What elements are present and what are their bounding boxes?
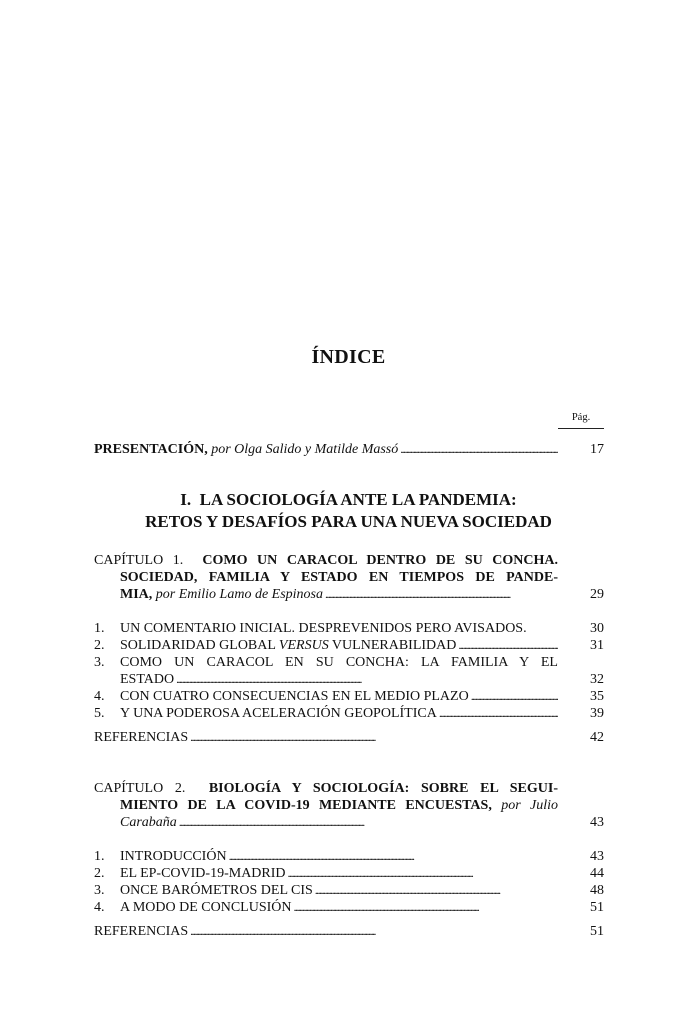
toc-entry-1-3[interactable] — [120, 671, 604, 688]
page-column-rule — [558, 428, 604, 429]
item-number: 4. — [94, 689, 105, 704]
dot-leader — [288, 865, 558, 882]
chapter2-author-b: Carabaña — [120, 815, 177, 830]
chapter1-title-line3: MIA, — [120, 587, 153, 602]
page-number: 32 — [590, 672, 604, 687]
page-number: 39 — [590, 706, 604, 721]
item-text: Y UNA PODEROSA ACELERACIÓN GEOPOLÍTICA — [120, 706, 437, 721]
item-text-c: VULNERABILIDAD — [328, 638, 457, 653]
chapter2-heading-line2 — [120, 797, 558, 814]
toc-entry-1-3-line1[interactable] — [94, 654, 558, 671]
item-number: 3. — [94, 655, 105, 670]
page-column-label: Pág. — [571, 412, 591, 423]
toc-entry-1-2[interactable] — [94, 637, 604, 654]
section-heading-line2: RETOS Y DESAFÍOS PARA UNA NUEVA SOCIEDAD — [145, 512, 552, 531]
references-label: REFERENCIAS — [94, 730, 189, 745]
dot-leader — [439, 705, 558, 722]
page-number: 30 — [590, 621, 604, 636]
item-text: ONCE BARÓMETROS DEL CIS — [120, 883, 313, 898]
toc-entry-presentacion[interactable] — [94, 441, 604, 458]
item-text: A MODO DE CONCLUSIÓN — [120, 900, 292, 915]
dot-leader — [458, 637, 558, 654]
item-number: 2. — [94, 638, 105, 653]
page-number: 35 — [590, 689, 604, 704]
chapter1-prefix: CAPÍTULO 1. — [94, 553, 184, 568]
item-text-b: VERSUS — [278, 638, 329, 653]
presentacion-label: PRESENTACIÓN, — [94, 442, 208, 457]
chapter2-prefix: CAPÍTULO 2. — [94, 781, 186, 796]
chapter2-title-line2: MIENTO DE LA COVID-19 MEDIANTE ENCUESTAS, — [120, 798, 492, 813]
item-text: INTRODUCCIÓN — [120, 849, 227, 864]
toc-entry-2-refs[interactable] — [94, 923, 604, 940]
page-title: ÍNDICE — [311, 346, 386, 368]
page-number: 44 — [590, 866, 604, 881]
page-number: 51 — [590, 924, 604, 939]
chapter1-title-line2: SOCIEDAD, FAMILIA Y ESTADO EN TIEMPOS DE PANDE- — [120, 570, 558, 585]
page-number: 42 — [590, 730, 604, 745]
dot-leader — [325, 586, 558, 603]
chapter2-title-line1: BIOLOGÍA Y SOCIOLOGÍA: SOBRE EL SEGUI- — [208, 781, 558, 796]
toc-entry-1-1[interactable] — [94, 620, 604, 637]
presentacion-authors: por Olga Salido y Matilde Massó — [211, 442, 399, 457]
item-text-cont: ESTADO — [120, 672, 175, 687]
item-text: CON CUATRO CONSECUENCIAS EN EL MEDIO PLAZO — [120, 689, 469, 704]
page-number: 17 — [590, 442, 604, 457]
toc-entry-1-4[interactable] — [94, 688, 604, 705]
toc-entry-chapter2[interactable] — [120, 814, 604, 831]
toc-entry-2-1[interactable] — [94, 848, 604, 865]
page-number: 51 — [590, 900, 604, 915]
item-number: 5. — [94, 706, 105, 721]
chapter2-heading-line1[interactable] — [94, 780, 558, 797]
dot-leader — [400, 441, 558, 458]
page-number: 48 — [590, 883, 604, 898]
chapter1-title-line1: COMO UN CARACOL DENTRO DE SU CONCHA. — [202, 553, 558, 568]
item-text-a: SOLIDARIDAD GLOBAL — [120, 638, 279, 653]
page-number: 31 — [590, 638, 604, 653]
toc-entry-2-2[interactable] — [94, 865, 604, 882]
dot-leader — [179, 814, 558, 831]
toc-entry-chapter1[interactable] — [120, 586, 604, 603]
item-number: 3. — [94, 883, 105, 898]
dot-leader — [176, 671, 558, 688]
dot-leader — [229, 848, 558, 865]
item-text: EL EP-COVID-19-MADRID — [120, 866, 286, 881]
page-number: 29 — [590, 587, 604, 602]
dot-leader — [471, 688, 558, 705]
dot-leader — [294, 899, 558, 916]
toc-entry-2-3[interactable] — [94, 882, 604, 899]
references-label: REFERENCIAS — [94, 924, 189, 939]
item-number: 1. — [94, 849, 105, 864]
item-number: 2. — [94, 866, 105, 881]
dot-leader — [315, 882, 558, 899]
chapter1-author: por Emilio Lamo de Espinosa — [155, 587, 324, 602]
page-number: 43 — [590, 849, 604, 864]
toc-entry-1-5[interactable] — [94, 705, 604, 722]
page-number: 43 — [590, 815, 604, 830]
item-text: UN COMENTARIO INICIAL. DESPREVENIDOS PERO AVISADOS. — [120, 621, 527, 636]
item-text: COMO UN CARACOL EN SU CONCHA: LA FAMILIA Y EL — [120, 655, 558, 670]
dot-leader — [190, 923, 558, 940]
section-heading-line1: I. LA SOCIOLOGÍA ANTE LA PANDEMIA: — [180, 490, 517, 509]
toc-entry-2-4[interactable] — [94, 899, 604, 916]
chapter1-heading-line1[interactable] — [94, 552, 558, 569]
item-number: 4. — [94, 900, 105, 915]
chapter2-author-a: por Julio — [501, 798, 558, 813]
toc-entry-1-refs[interactable] — [94, 729, 604, 746]
dot-leader — [190, 729, 558, 746]
item-number: 1. — [94, 621, 105, 636]
